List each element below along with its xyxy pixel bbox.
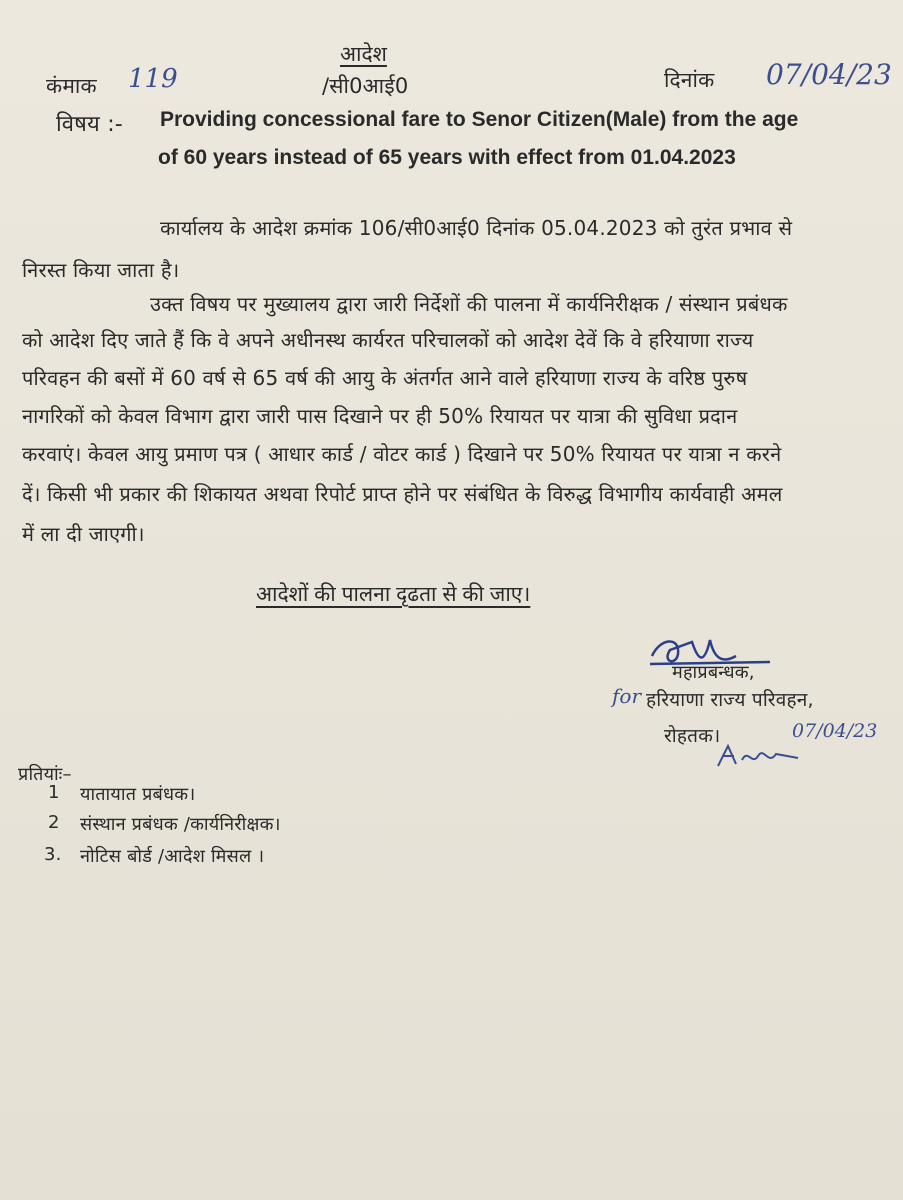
paragraph-2-line-6: दें। किसी भी प्रकार की शिकायत अथवा रिपोर्ट प्राप्त होने पर संबंधित के विरुद्ध विभागीय कार्यवाही अमल [22, 482, 783, 506]
subject-line-1: Providing concessional fare to Senor Citizen(Male) from the age [160, 108, 799, 131]
paragraph-1-line-2: निरस्त किया जाता है। [22, 258, 180, 282]
copies-label: प्रतियांः– [18, 764, 72, 785]
copy-item-number: 1 [48, 782, 60, 803]
initials-scribble [712, 736, 812, 776]
order-number-value: 119 [128, 64, 178, 94]
paragraph-2-line-5: करवाएं। केवल आयु प्रमाण पत्र ( आधार कार्ड / वोटर कार्ड ) दिखाने पर 50% रियायत पर यात्रा न करने [22, 442, 782, 466]
paragraph-1-line-1: कार्यालय के आदेश क्रमांक 106/सी0आई0 दिनांक 05.04.2023 को तुरंत प्रभाव से [160, 216, 793, 240]
copy-item-text: यातायात प्रबंधक। [80, 784, 196, 805]
subject-line-2: of 60 years instead of 65 years with effect from 01.04.2023 [158, 146, 736, 169]
paragraph-2-line-1: उक्त विषय पर मुख्यालय द्वारा जारी निर्देशों की पालना में कार्यनिरीक्षक / संस्थान प्रबंधक [150, 292, 788, 316]
signatory-organisation: हरियाणा राज्य परिवहन, [646, 689, 814, 711]
office-reference: /सी0आई0 [322, 74, 409, 98]
paragraph-2-line-2: को आदेश दिए जाते हैं कि वे अपने अधीनस्थ कार्यरत परिचालकों को आदेश देवें कि वे हरियाणा राज्य [22, 328, 754, 352]
copy-item-text: संस्थान प्रबंधक /कार्यनिरीक्षक। [80, 814, 281, 835]
subject-label: विषय :- [56, 112, 123, 137]
order-number-label: कंमाक [46, 74, 97, 98]
copy-item-text: नोटिस बोर्ड /आदेश मिसल । [80, 846, 265, 867]
signature-for-mark: for [612, 684, 642, 708]
date-value: 07/04/23 [766, 58, 892, 91]
signatory-place: रोहतक। [664, 725, 721, 747]
date-label: दिनांक [664, 68, 715, 92]
paragraph-2-line-4: नागरिकों को केवल विभाग द्वारा जारी पास दिखाने पर ही 50% रियायत पर यात्रा की सुविधा प्रदान [22, 404, 738, 428]
copy-item-number: 3. [44, 844, 62, 865]
paragraph-2-line-7: में ला दी जाएगी। [22, 522, 145, 546]
signatory-designation: महाप्रबन्धक, [672, 662, 755, 683]
paragraph-2-line-3: परिवहन की बसों में 60 वर्ष से 65 वर्ष की आयु के अंतर्गत आने वाले हरियाणा राज्य के वरिष्ठ पुरुष [22, 366, 748, 390]
closing-instruction: आदेशों की पालना दृढता से की जाए। [256, 583, 531, 606]
order-title: आदेश [340, 42, 387, 66]
handwritten-date-stamp: 07/04/23 [792, 720, 878, 742]
copy-item-number: 2 [48, 812, 60, 833]
